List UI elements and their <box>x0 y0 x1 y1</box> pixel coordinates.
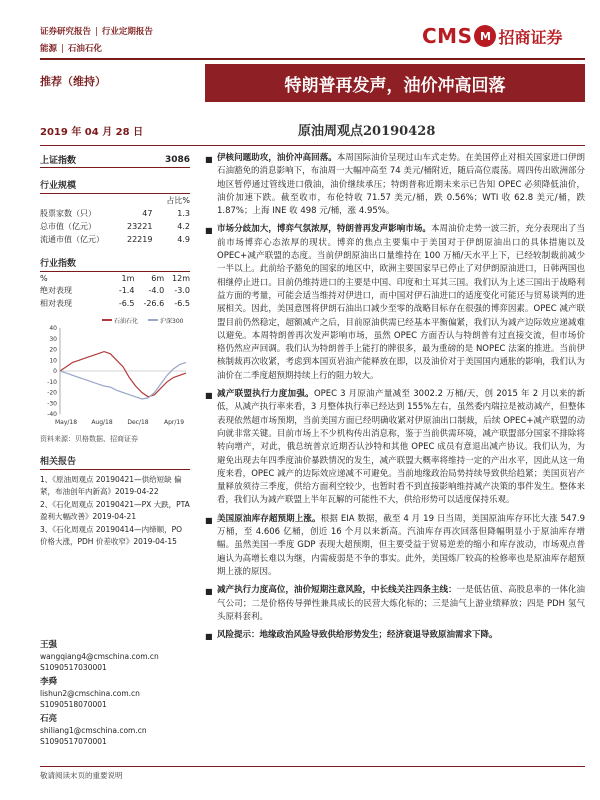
paragraph-lead: 美国原油库存超预期上涨。 <box>217 513 321 524</box>
y-tick-label: -40 <box>47 411 57 418</box>
footer-note: 敬请阅读末页的重要说明 <box>40 771 123 780</box>
analyst-cert: S1090517070001 <box>40 737 107 746</box>
sidebar <box>40 152 190 549</box>
x-tick-label: Dec/18 <box>127 419 149 426</box>
report-body <box>205 152 585 647</box>
index-row <box>40 152 190 168</box>
row-value: 47 <box>142 209 153 218</box>
top-rule <box>40 58 585 60</box>
table-row <box>40 233 190 246</box>
cms-logo <box>422 24 563 48</box>
col-header: 12m <box>172 273 190 283</box>
paragraph-text: 本周国际油价呈现过山车式走势。在美国停止对相关国家进口伊朗石油豁免的消息影响下，布油周一大幅冲高至 74 美元/桶附近，随后高位震荡。周四传出欧洲部分地区暂停通过管线进口俄油，油价继续承压；特朗普称近期未来示已告知 OPEC 必须降低油价，油价加速下跌。截至收市，布伦特收 71.57 美元/桶，跌 0.56%；WTI 收 62.8 美元/桶，跌 1.87%；上海 INE 收 498 元/桶，涨 4.95%。 <box>217 153 585 217</box>
y-tick-label: -30 <box>47 400 57 408</box>
analyst-name: 李舜 <box>40 677 58 687</box>
row-value: -6.5 <box>118 299 135 308</box>
related-item[interactable]: 2、《石化周观点 20190421—PX 大跌，PTA 盈利大幅改善》2019-04-21 <box>40 500 190 521</box>
paragraph-lead: 伊核问题助攻，油价冲高回落。 <box>217 153 337 163</box>
table-row <box>40 297 190 310</box>
bullet-icon: ■ <box>205 515 213 525</box>
analyst-email[interactable]: shiliang1@cmschina.com.cn <box>40 726 147 735</box>
x-tick-label: May/18 <box>54 419 78 426</box>
footer-rule <box>40 766 585 767</box>
logo-en: CMS <box>422 24 473 48</box>
paragraph-lead: 市场分歧加大，博弈气氛浓厚，特朗普再发声影响市场。 <box>217 224 431 235</box>
rating: 推荐（维持） <box>40 75 106 88</box>
analyst-cert: S1090517030001 <box>40 663 107 672</box>
body-paragraph <box>205 629 585 642</box>
row-value: -26.6 <box>143 299 165 308</box>
row-value: -3.0 <box>174 286 190 295</box>
y-tick-label: -10 <box>47 378 57 386</box>
x-tick-label: Apr/19 <box>163 419 185 426</box>
row-value: -4.0 <box>148 286 165 295</box>
paragraph-lead: 风险提示：地缘政治风险导致供给形势发生；经济衰退导致原油需求下降。 <box>217 630 498 641</box>
paragraph-text: OPEC 3 月原油产量减至 3002.2 万桶/天，创 2015 年 2 月以来的新低，从减产执行率来看，3 月整体执行率已经达到 155%左右，虽然委内瑞拉是被动减产，但整体表现依然超市场预期，当前美国方面已经明确收紧对伊原油出口制裁，后续 OPEC+减产联盟的动向就非常关键。目前市场上不少机构传出消息称，鉴于当前供需环境，减产联盟部分国家不排除将转向增产，对此，俄总统普京近期否认沙特和其他 OPEC 成员有意退出减产协议。我们认为，为避免出现去年四季度油价暴跌情况的发生，减产联盟大概率将维持一定的产出水平，因此从这一角度来看，OPEC 减产的边际效应递减不可避免。当前地缘政治局势持续导致供给趋紧；美国页岩产量释放须待三季度，供给方面利空较少，也暂时看不到直接影响维持减产决策的事件发生。整体来看，我们认为减产联盟上半年瓦解的可能性不大，供给形势可以适度保持乐观。 <box>217 389 585 506</box>
perf-table <box>40 272 190 310</box>
analyst-name: 王强 <box>40 640 58 650</box>
sub-sector: 石油石化 <box>67 44 102 54</box>
row-pct: 4.9 <box>177 235 190 244</box>
analyst <box>40 677 190 710</box>
analysts <box>40 640 190 751</box>
basic-data-title: 行业规模 <box>40 176 190 194</box>
row-pct: 1.3 <box>177 209 190 218</box>
report-title: 原油周观点20190428 <box>298 124 436 139</box>
row-pct: 4.2 <box>177 222 190 231</box>
row-value: 22219 <box>127 235 153 244</box>
body-paragraph <box>205 223 585 383</box>
x-tick-label: Aug/18 <box>91 419 113 426</box>
body-paragraph <box>205 152 585 218</box>
bullet-icon: ■ <box>205 155 213 164</box>
y-tick-label: 20 <box>49 346 57 354</box>
performance-chart-svg <box>40 314 190 432</box>
row-label: 股票家数（只） <box>40 209 96 218</box>
y-tick-label: 0 <box>53 368 57 375</box>
y-tick-label: 30 <box>49 335 57 343</box>
col-header: % <box>40 273 48 283</box>
index-label: 上证指数 <box>40 156 77 166</box>
y-tick-label: 10 <box>49 357 57 365</box>
report-subtype: 行业定期报告 <box>101 27 153 37</box>
paragraph-text: 本周油价走势一波三折，充分表现出了当前市场博弈心态浓厚的现状。博弈的焦点主要集中于美国对于伊朗原油出口的具体措施以及 OPEC+减产联盟的态度。当前伊朗原油出口量维持在 100 万桶/天水平上下，已经较制裁前减少一半以上。此前给予豁免的国家的地区中，欧洲主要国家早已停止了对伊朗原油进口，日韩两国也相继停止进口。目前仍维持进口的主要是中国、印度和土耳其三国。我们认为上述三国出于战略利益方面的考量，可能会适当维持对伊进口，而中国对伊石油进口的适度变化可能还与贸易谈判的进展相关。因此，美国意图将伊朗石油出口减少至零的战略目标存在很强的博弈因素。OPEC 减产联盟目前仍然稳定，超额减产之后，目前原油供需已经基本平衡偏紧，我们认为减产边际效应递减难以避免。本周特朗普再次发声影响市场，虽然 OPEC 方面否认与特朗普有过直接交流，但市场价格仍然应声回调。我们认为特朗普手上能打的牌很多，最为重磅的是 NOPEC 法案的推进。当前伊核制裁再次收紧，考虑到本国页岩油产能释放在即，以及油价对于美国国内通胀的影响，我们认为油价在二季度超预期持续上行的阻力较大。 <box>217 224 585 381</box>
logo-cn: 招商证券 <box>498 27 563 47</box>
bullet-icon: ■ <box>205 587 213 597</box>
body-paragraph <box>205 388 585 508</box>
logo-badge-icon: M <box>474 25 496 47</box>
legend-label: 石油石化 <box>114 318 139 325</box>
row-label: 流通市值（亿元） <box>40 235 104 244</box>
y-tick-label: -20 <box>47 389 57 397</box>
analyst-email[interactable]: wangqiang4@cmschina.com.cn <box>40 652 159 661</box>
body-paragraph <box>205 584 585 624</box>
row-label: 总市值（亿元） <box>40 222 96 231</box>
analyst <box>40 640 190 673</box>
header-meta: 证券研究报告 | 行业定期报告 能源 | 石油石化 <box>40 27 153 54</box>
chart-source: 资料来源：贝格数据、招商证券 <box>40 435 138 443</box>
related-item[interactable]: 3、《石化周观点 20190414—内缔顺，PO 价格大涨，PDH 价差收窄》2019-04-15 <box>40 525 183 546</box>
sector: 能源 <box>40 44 58 54</box>
basic-data-table <box>40 194 190 246</box>
performance-chart <box>40 314 190 432</box>
index-value: 3086 <box>164 154 190 165</box>
paragraph-text: 根据 EIA 数据，截至 4 月 19 日当周，美国原油库存环比大涨 547.9 万桶，至 4.606 亿桶，创近 16 个月以来新高。汽油库存再次回落但降幅明显小于原油库存增幅。虽然美国一季度 GDP 表现大超预期，但主要受益于贸易逆差的缩小和库存波动，市场观点普遍认为高增长难以为继，内需疲弱是不争的事实。此外，美国炼厂较高的检修率也是原油库存超预期上涨的原因。 <box>217 513 585 577</box>
row-value: -6.5 <box>174 299 190 308</box>
row-label: 相对表现 <box>40 299 72 308</box>
perf-title: 行业指数 <box>40 254 190 272</box>
y-tick-label: 40 <box>49 325 57 332</box>
report-date: 2019 年 04 月 28 日 <box>40 127 144 138</box>
bullet-icon: ■ <box>205 226 213 236</box>
analyst-email[interactable]: lishun2@cmschina.com.cn <box>40 689 140 698</box>
pct-header: 占比% <box>166 196 190 205</box>
table-header <box>40 272 190 284</box>
legend-label: 沪深300 <box>160 318 184 325</box>
body-paragraph <box>205 513 585 579</box>
table-row <box>40 284 190 297</box>
analyst-name: 石亮 <box>40 714 58 724</box>
col-header: 6m <box>151 273 165 283</box>
bullet-icon: ■ <box>205 632 213 642</box>
paragraph-lead: 减产执行力度高位，油价短期注意风险，中长线关注四条主线： <box>217 585 457 596</box>
paragraph-lead: 减产联盟执行力度加强。 <box>217 389 314 400</box>
row-value: 23221 <box>127 222 153 231</box>
title-rule <box>40 145 585 146</box>
col-header: 1m <box>121 273 135 283</box>
bullet-icon: ■ <box>205 391 213 401</box>
related-title: 相关报告 <box>40 452 190 470</box>
banner-title: 特朗普再发声，油价冲高回落 <box>205 64 585 102</box>
related-item[interactable]: 1、《原油周观点 20190421—供给短缺 偏紧，布油创年内新高》2019-04-22 <box>40 475 182 496</box>
row-value: -1.4 <box>118 286 135 295</box>
table-row <box>40 207 190 220</box>
analyst-cert: S1090518070001 <box>40 700 107 709</box>
table-row <box>40 220 190 233</box>
paragraph-text: 一是低估值、高股息率的一体化油气公司；二是价格传导弹性兼具成长的民营大炼化标的；三是油气上游业绩释放；四是 PDH 氢气头原料套利。 <box>217 585 585 622</box>
series-line <box>60 352 186 397</box>
row-label: 绝对表现 <box>40 286 72 295</box>
analyst <box>40 714 190 747</box>
report-type: 证券研究报告 <box>40 27 92 37</box>
related-reports <box>40 474 190 547</box>
